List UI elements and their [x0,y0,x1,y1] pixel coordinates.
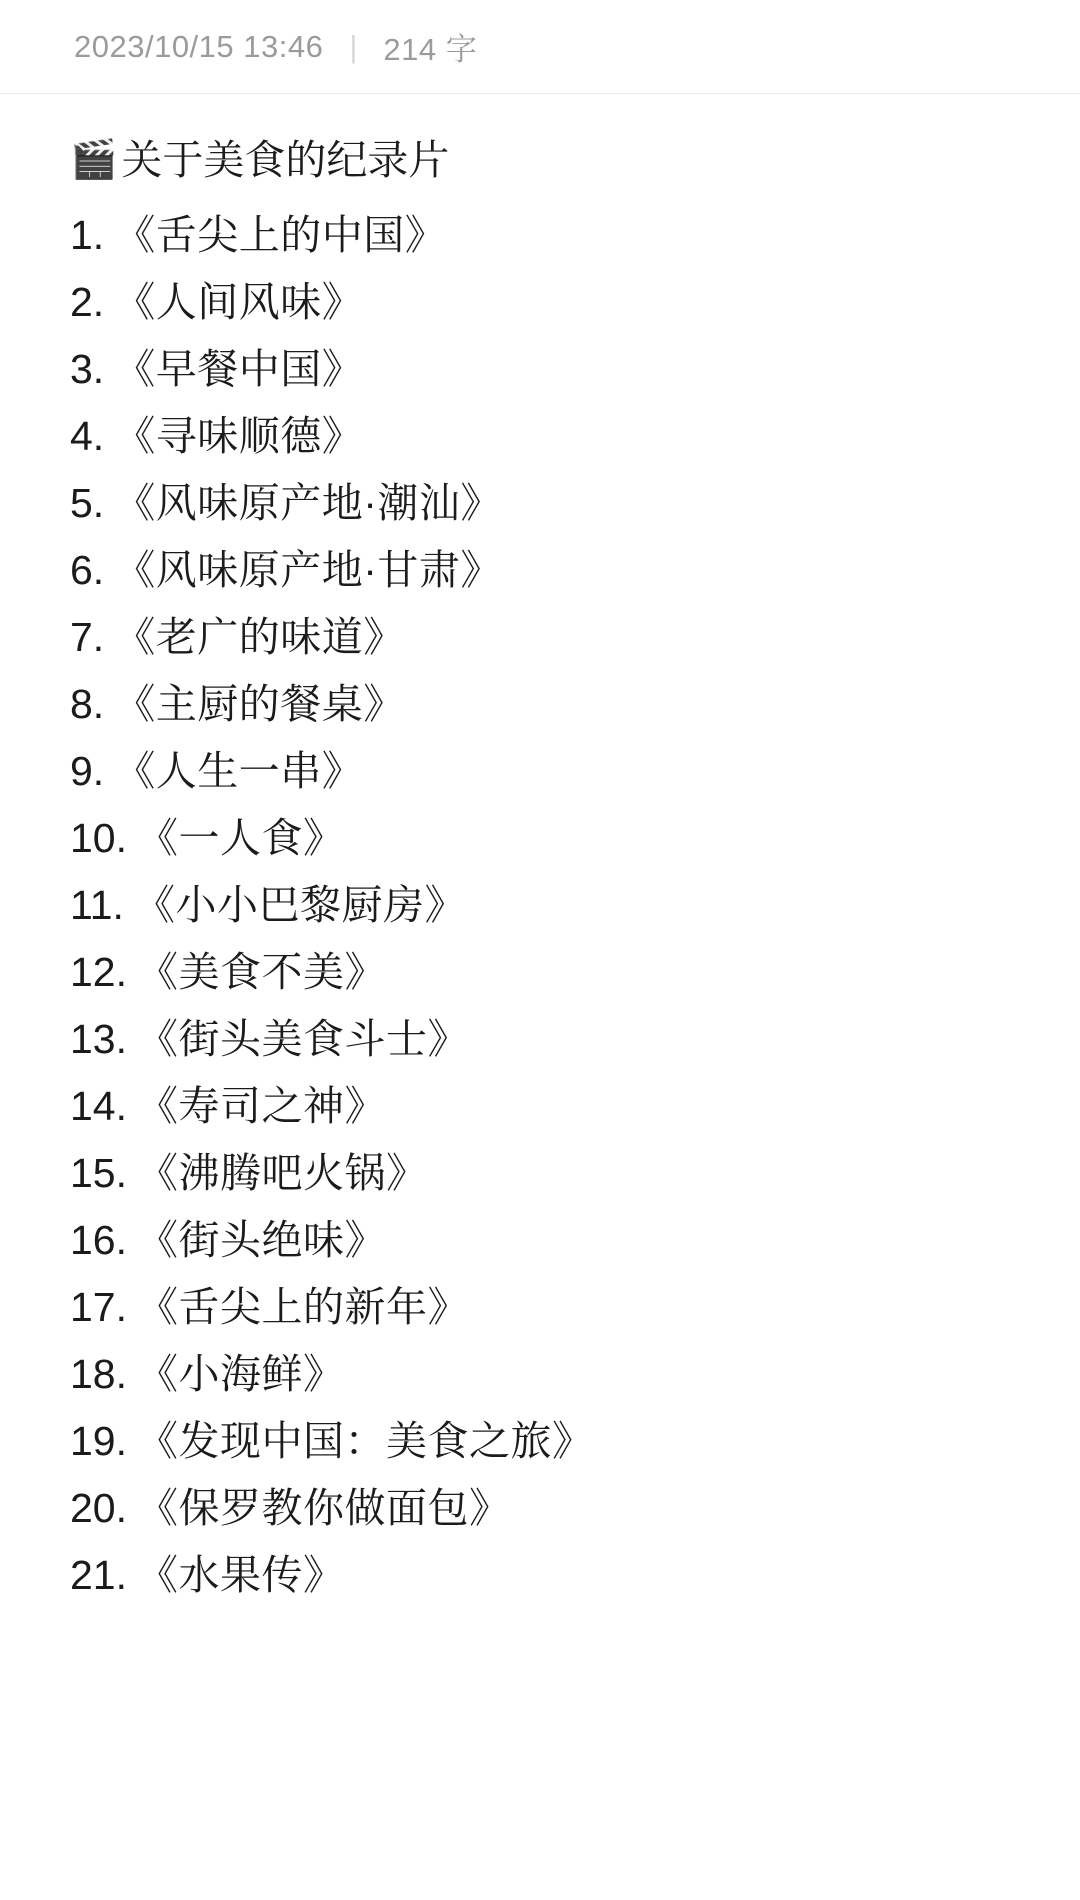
list-item-label: 《街头美食斗士》 [137,1016,469,1062]
list-item-index: 7. [70,614,105,660]
list-item [70,470,1020,537]
list-item-index: 9. [70,748,105,794]
list-item-index: 19. [70,1418,127,1464]
list-item-index: 13. [70,1016,127,1062]
list-item [70,537,1020,604]
list-item [70,1207,1020,1274]
list-item [70,1006,1020,1073]
list-item-index: 2. [70,279,105,325]
list-item [70,1475,1020,1542]
list-item-index: 21. [70,1552,127,1598]
list-item [70,671,1020,738]
list-item-label: 《风味原产地·潮汕》 [114,480,502,526]
list-item-label: 《人间风味》 [114,279,364,325]
documentary-list [70,202,1020,1609]
note-title-row [70,120,1020,200]
list-item [70,805,1020,872]
note-word-count: 214 字 [383,32,478,67]
list-item-index: 8. [70,681,105,727]
list-item-index: 10. [70,815,127,861]
list-item-index: 18. [70,1351,127,1397]
list-item [70,872,1020,939]
list-item-index: 20. [70,1485,127,1531]
list-item-label: 《发现中国：美食之旅》 [137,1418,594,1464]
list-item-index: 11. [70,882,124,928]
list-item [70,1274,1020,1341]
list-item-index: 15. [70,1150,127,1196]
list-item-index: 16. [70,1217,127,1263]
bottom-edge [0,1890,1080,1900]
note-timestamp: 2023/10/15 13:46 [74,28,324,64]
note-content[interactable] [0,94,1080,1609]
list-item-label: 《舌尖上的中国》 [114,212,447,258]
list-item-index: 6. [70,547,105,593]
list-item-label: 《老广的味道》 [114,614,405,660]
clapperboard-icon: 🎬 [70,139,118,181]
list-item-label: 《美食不美》 [137,949,386,995]
list-item [70,336,1020,403]
list-item-label: 《小小巴黎厨房》 [133,882,466,928]
list-item-label: 《寿司之神》 [137,1083,386,1129]
list-item [70,269,1020,336]
list-item-label: 《风味原产地·甘肃》 [114,547,502,593]
list-item-label: 《保罗教你做面包》 [137,1485,511,1531]
list-item-index: 1. [70,212,105,258]
list-item [70,1140,1020,1207]
list-item [70,604,1020,671]
page-title: 关于美食的纪录片 [121,137,450,183]
meta-separator: | [349,28,358,64]
list-item [70,939,1020,1006]
list-item-label: 《主厨的餐桌》 [114,681,405,727]
list-item-label: 《街头绝味》 [137,1217,386,1263]
list-item-index: 3. [70,346,105,392]
list-item-index: 4. [70,413,105,459]
list-item-label: 《人生一串》 [114,748,364,794]
list-item-label: 《一人食》 [137,815,345,861]
list-item-label: 《寻味顺德》 [114,413,364,459]
list-item [70,738,1020,805]
list-item [70,1408,1020,1475]
list-item-label: 《沸腾吧火锅》 [137,1150,428,1196]
list-item-index: 5. [70,480,105,526]
list-item [70,1073,1020,1140]
list-item-label: 《早餐中国》 [114,346,364,392]
list-item-label: 《小海鲜》 [137,1351,345,1397]
list-item [70,1341,1020,1408]
list-item-label: 《舌尖上的新年》 [137,1284,469,1330]
list-item [70,403,1020,470]
list-item-index: 12. [70,949,127,995]
list-item [70,1542,1020,1609]
list-item-index: 17. [70,1284,127,1330]
note-meta-bar [0,0,1080,94]
list-item-index: 14. [70,1083,127,1129]
list-item-label: 《水果传》 [137,1552,345,1598]
list-item [70,202,1020,269]
